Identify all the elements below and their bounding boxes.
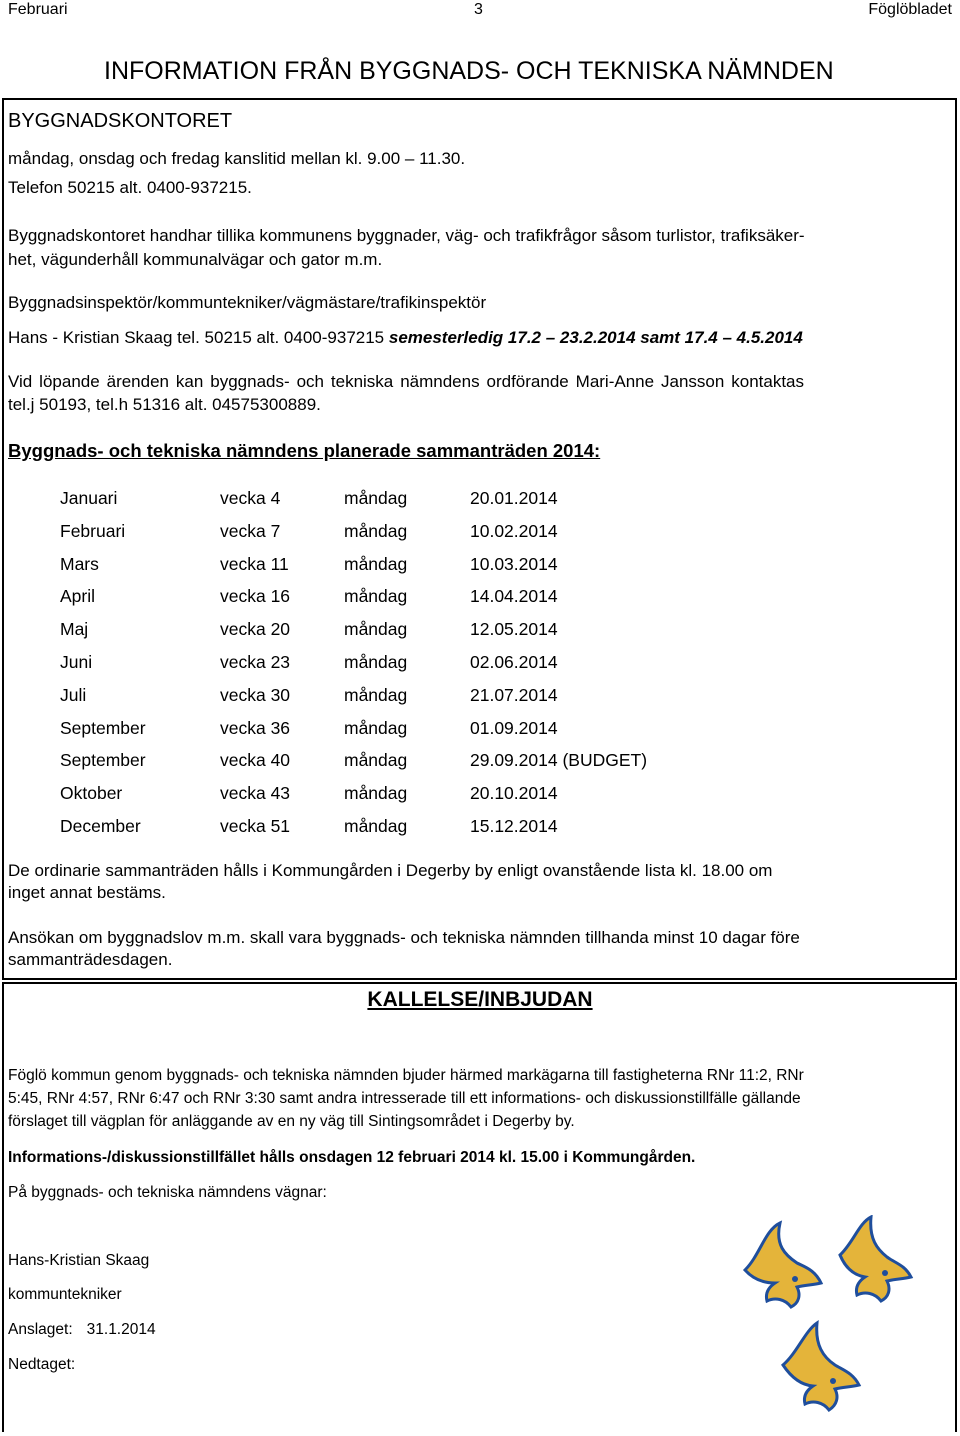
office-heading: BYGGNADSKONTORET (8, 110, 233, 132)
publication-name: Föglöbladet (868, 1, 952, 18)
schedule-day: måndag (344, 651, 408, 672)
schedule-week: vecka 23 (220, 651, 291, 672)
schedule-week: vecka 36 (220, 717, 291, 738)
schedule-day: måndag (344, 553, 408, 574)
inspector-contact (8, 327, 803, 349)
schedule-week: vecka 16 (220, 586, 291, 607)
location-note-1: De ordinarie sammanträden hålls i Kommungården i Degerby by enligt ovanstående lista kl. 18.00 om (8, 861, 773, 880)
posted-date: 31.1.2014 (86, 1321, 156, 1338)
bird-emblem (840, 1217, 911, 1301)
schedule-month: Maj (60, 619, 89, 640)
removed-label: Nedtaget: (8, 1356, 76, 1373)
office-description-1: Byggnadskontoret handhar tillika kommunens byggnader, väg- och trafikfrågor såsom turlistor, trafiksäker- (8, 226, 805, 245)
location-note-2: inget annat bestäms. (8, 883, 166, 902)
page-title: INFORMATION FRÅN BYGGNADS- OCH TEKNISKA NÄMNDEN (104, 57, 834, 85)
schedule-day: måndag (344, 586, 408, 607)
inspector-phone: Hans - Kristian Skaag tel. 50215 alt. 0400-937215 (8, 328, 389, 347)
schedule-day: måndag (344, 619, 408, 640)
application-note-2: sammanträdesdagen. (8, 950, 173, 969)
schedule-date: 12.05.2014 (470, 619, 558, 640)
schedule-heading: Byggnads- och tekniska nämndens planerade sammanträden 2014: (8, 440, 601, 461)
invitation-body-2: 5:45, RNr 4:57, RNr 6:47 och RNr 3:30 samt andra intresserade till ett informations- och diskussionstillfälle gällande (8, 1090, 801, 1107)
schedule-month: April (60, 586, 96, 607)
meeting-info: Informations-/diskussionstillfället hålls onsdagen 12 februari 2014 kl. 15.00 i Kommungården. (8, 1149, 696, 1166)
schedule-day: måndag (344, 815, 408, 836)
schedule-day: måndag (344, 783, 408, 804)
inspector-leave: semesterledig 17.2 – 23.2.2014 samt 17.4 – 4.5.2014 (388, 328, 803, 347)
invitation-body-3: förslaget till vägplan för anläggande av en ny väg till Sintingsområdet i Degerby by. (8, 1113, 575, 1130)
schedule-month: Februari (60, 520, 126, 541)
schedule-date: 29.09.2014 (BUDGET) (470, 750, 648, 771)
invitation-body-1: Föglö kommun genom byggnads- och tekniska nämnden bjuder härmed markägarna till fastigheterna RNr 11:2, RNr (8, 1067, 804, 1084)
schedule-date: 14.04.2014 (470, 586, 558, 607)
signer-title: kommuntekniker (8, 1286, 122, 1303)
schedule-week: vecka 30 (220, 684, 291, 705)
schedule-date: 10.03.2014 (470, 553, 558, 574)
schedule-month: Juli (60, 684, 87, 705)
schedule-week: vecka 11 (220, 553, 289, 574)
schedule-date: 20.10.2014 (470, 783, 558, 804)
schedule-month: September (60, 750, 146, 771)
signer-name: Hans-Kristian Skaag (8, 1252, 150, 1269)
schedule-date: 02.06.2014 (470, 651, 558, 672)
schedule-month: December (60, 815, 141, 836)
schedule-date: 01.09.2014 (470, 717, 558, 738)
schedule-week: vecka 51 (220, 815, 291, 836)
schedule-week: vecka 4 (220, 488, 281, 508)
schedule-week: vecka 20 (220, 619, 291, 640)
on-behalf: På byggnads- och tekniska nämndens vägnar: (8, 1184, 327, 1201)
schedule-day: måndag (344, 684, 408, 705)
schedule-week: vecka 43 (220, 783, 291, 804)
coat-of-arms (735, 1215, 930, 1415)
schedule-day: måndag (344, 488, 408, 508)
page-header-left: Februari (8, 1, 68, 18)
office-phone: Telefon 50215 alt. 0400-937215. (8, 178, 252, 197)
page-number: 3 (474, 1, 483, 18)
schedule-month: September (60, 717, 146, 738)
schedule-day: måndag (344, 717, 408, 738)
bird-emblem (783, 1323, 859, 1410)
office-hours: måndag, onsdag och fredag kanslitid mellan kl. 9.00 – 11.30. (8, 149, 466, 168)
schedule-date: 21.07.2014 (470, 684, 558, 705)
posted-row (8, 1318, 156, 1342)
schedule-month: Juni (60, 651, 93, 672)
schedule-date: 20.01.2014 (470, 488, 558, 508)
schedule-month: Mars (60, 553, 99, 574)
office-description-2: het, vägunderhåll kommunalvägar och gator m.m. (8, 250, 383, 269)
schedule-month: Januari (60, 488, 118, 508)
inspector-title: Byggnadsinspektör/kommuntekniker/vägmästare/trafikinspektör (8, 293, 487, 312)
invitation-heading: KALLELSE/INBJUDAN (367, 988, 593, 1011)
schedule-day: måndag (344, 750, 408, 771)
schedule-week: vecka 40 (220, 750, 291, 771)
chair-contact-2: tel.j 50193, tel.h 51316 alt. 04575300889. (8, 395, 321, 414)
schedule-date: 15.12.2014 (470, 815, 558, 836)
bird-emblem (745, 1223, 821, 1307)
schedule-week: vecka 7 (220, 520, 281, 541)
schedule-day: måndag (344, 520, 408, 541)
schedule-month: Oktober (60, 783, 123, 804)
posted-label: Anslaget: (8, 1321, 73, 1338)
application-note-1: Ansökan om byggnadslov m.m. skall vara byggnads- och tekniska nämnden tillhanda minst 10 dagar före (8, 928, 800, 947)
schedule-date: 10.02.2014 (470, 520, 558, 541)
chair-contact-1: Vid löpande ärenden kan byggnads- och tekniska nämndens ordförande Mari-Anne Jansson kontaktas (8, 372, 804, 391)
